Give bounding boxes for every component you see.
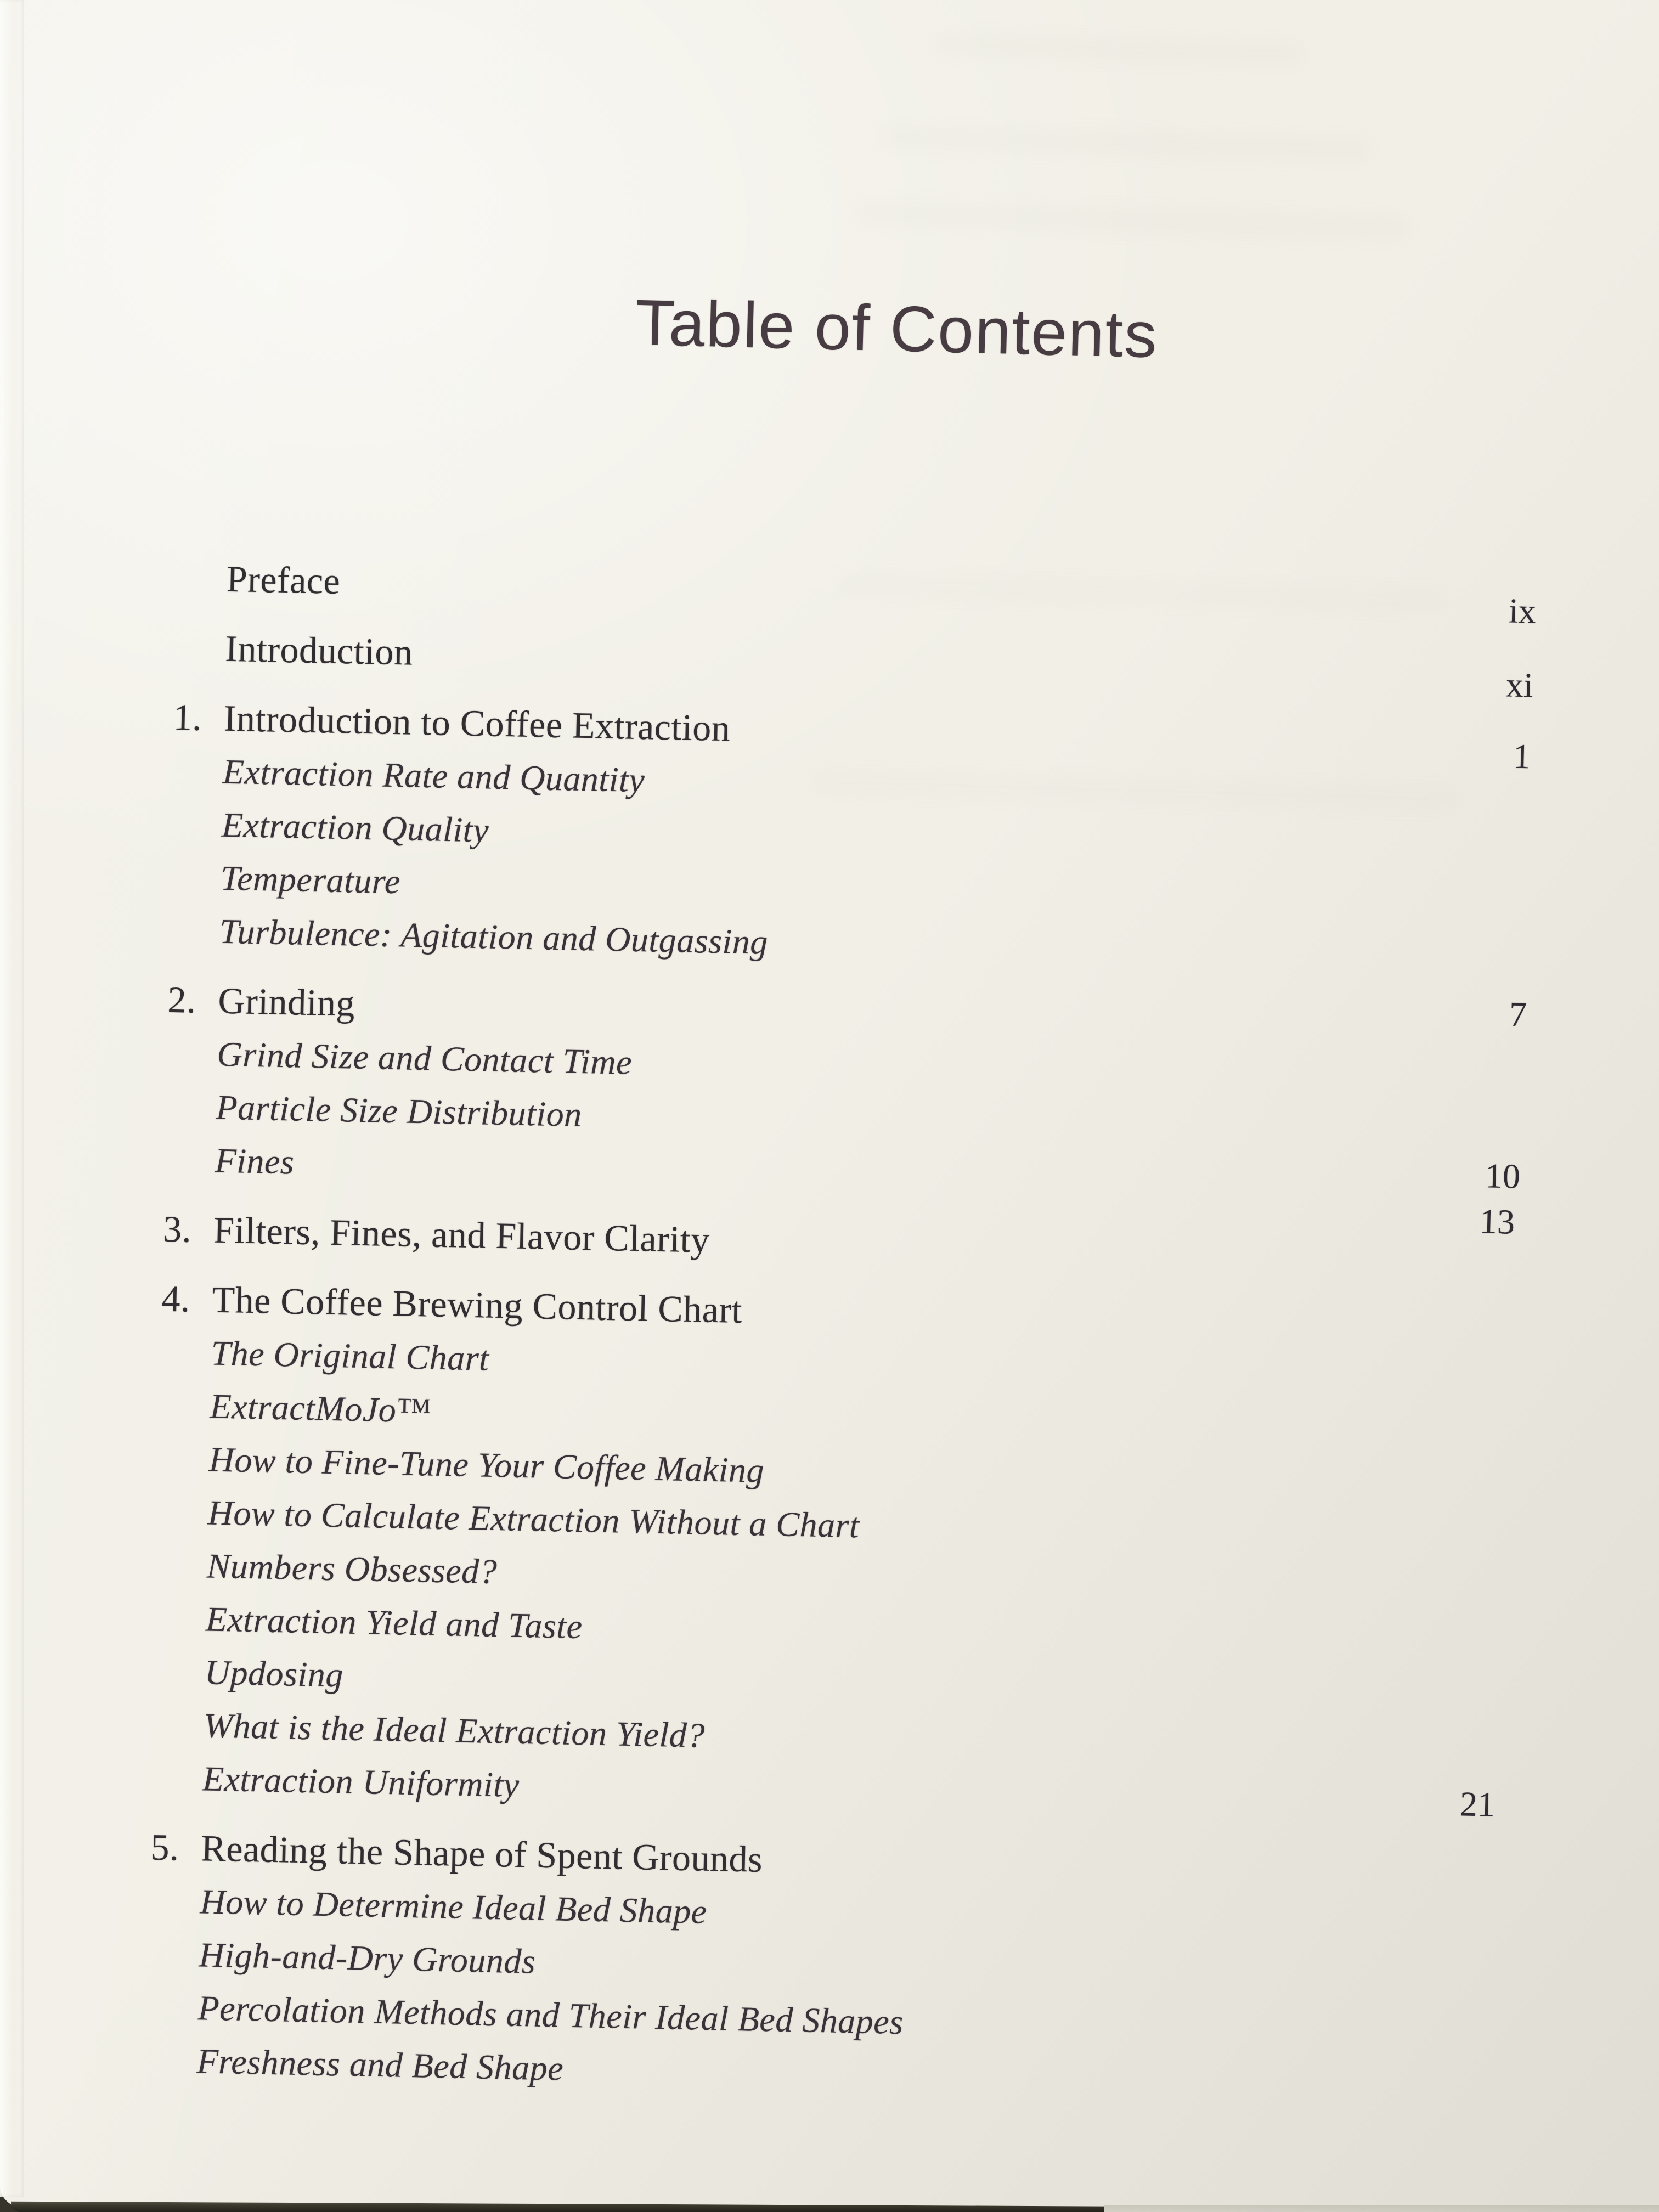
- toc-section: The Original Chart: [210, 1333, 490, 1378]
- toc-section: Percolation Methods and Their Ideal Bed Shapes: [198, 1988, 904, 2042]
- chapter-title: Filters, Fines, and Flavor Clarity: [213, 1209, 710, 1261]
- toc-section: Extraction Rate and Quantity: [222, 752, 645, 800]
- chapter-title: Grinding: [217, 979, 356, 1024]
- page-bottom-edge: [1104, 2205, 1659, 2212]
- page-number: 1: [1513, 736, 1531, 776]
- toc-section: Extraction Yield and Taste: [205, 1599, 583, 1646]
- toc-section: How to Fine-Tune Your Coffee Making: [208, 1440, 765, 1490]
- toc-section: Turbulence: Agitation and Outgassing: [219, 911, 769, 962]
- chapter-number: 1.: [173, 696, 202, 738]
- toc-section: Extraction Uniformity: [202, 1759, 520, 1804]
- toc-entry-introduction: Introduction: [224, 627, 414, 673]
- toc-section: How to Determine Ideal Bed Shape: [199, 1882, 708, 1931]
- toc-section: What is the Ideal Extraction Yield?: [203, 1706, 706, 1755]
- toc-chapter-3: [162, 1203, 1425, 1281]
- page-number: 7: [1509, 994, 1527, 1034]
- chapter-title: The Coffee Brewing Control Chart: [211, 1278, 743, 1331]
- toc-section: ExtractMoJo™: [210, 1386, 432, 1430]
- table-of-contents: [146, 551, 1438, 2112]
- toc-section: Updosing: [204, 1652, 344, 1695]
- toc-section: Extraction Quality: [221, 805, 489, 850]
- toc-section: Temperature: [220, 858, 401, 901]
- page-number: 10: [1485, 1156, 1521, 1196]
- bleed-through-smudge: [878, 125, 1372, 161]
- toc-section: Particle Size Distribution: [215, 1087, 583, 1135]
- toc-section: Grind Size and Contact Time: [216, 1034, 633, 1082]
- toc-section: Fines: [215, 1141, 295, 1182]
- toc-entry-preface: Preface: [226, 557, 341, 602]
- page-number: ix: [1508, 591, 1537, 631]
- bleed-through-smudge: [933, 33, 1306, 66]
- page-title: Table of Contents: [634, 286, 1159, 372]
- chapter-number: 5.: [150, 1826, 180, 1869]
- chapter-title: Introduction to Coffee Extraction: [223, 697, 731, 749]
- page-edge-highlight: [0, 0, 24, 2197]
- chapter-number: 2.: [167, 978, 197, 1021]
- toc-section: High-and-Dry Grounds: [198, 1935, 537, 1981]
- toc-section: Freshness and Bed Shape: [196, 2041, 564, 2088]
- toc-section: Numbers Obsessed?: [206, 1546, 498, 1592]
- page-number: 21: [1459, 1784, 1496, 1824]
- page-number: xi: [1505, 665, 1534, 705]
- chapter-number: 3.: [162, 1207, 192, 1250]
- toc-section: How to Calculate Extraction Without a Chart: [207, 1493, 860, 1545]
- page-number: 13: [1479, 1201, 1515, 1242]
- chapter-number: 4.: [161, 1277, 191, 1320]
- chapter-title: Reading the Shape of Spent Grounds: [200, 1827, 763, 1880]
- bleed-through-smudge: [856, 201, 1410, 240]
